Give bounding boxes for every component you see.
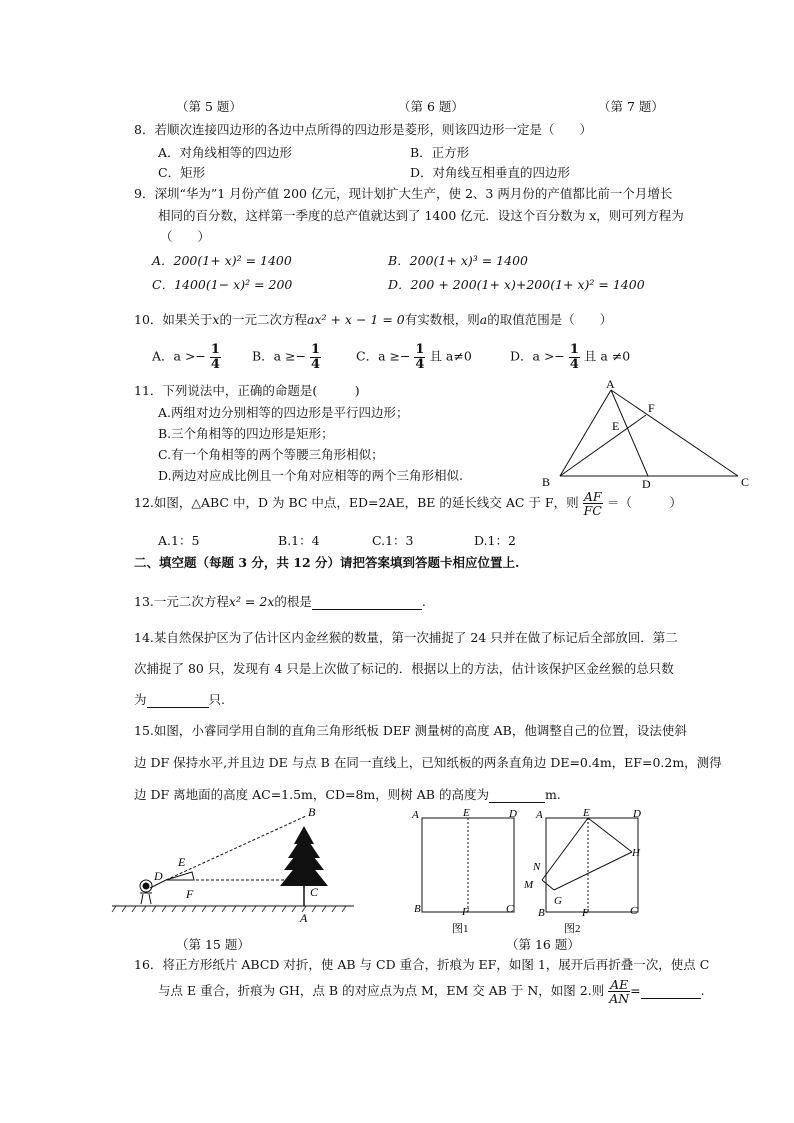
- q12-triangle-figure: [536, 380, 762, 488]
- figure-2-caption: 图2: [564, 923, 581, 934]
- q13-answer-blank[interactable]: [312, 595, 422, 610]
- label-e: E: [583, 807, 590, 819]
- label-h: H: [632, 847, 640, 859]
- frac-numerator: AF: [583, 489, 602, 504]
- frac-denominator: 4: [569, 356, 579, 372]
- q10-mid1: 的一元二次方程: [219, 312, 307, 327]
- frac-denominator: FC: [583, 503, 602, 519]
- q14-line3: [134, 693, 225, 708]
- q14-line2: 次捕捉了 80 只，发现有 4 只是上次做了标记的．根据以上的方法，估计该保护区金丝猴的总只数: [134, 661, 674, 676]
- q14-line3-pre: 为: [134, 692, 147, 707]
- q12-stem: [134, 490, 682, 517]
- label-a: A: [412, 809, 419, 821]
- q13-end: .: [421, 594, 426, 609]
- label-e: E: [612, 419, 620, 433]
- figure-1-caption: 图1: [452, 923, 469, 934]
- q16-line2-pre: 与点 E 重合，折痕为 GH，点 B 的对应点为点 M，EM 交 AB 于 N，如图 2.则: [158, 983, 605, 999]
- q11-option-b: B.三个角相等的四边形是矩形；: [158, 426, 334, 441]
- q10-a: a: [479, 312, 488, 327]
- q8-stem: 8．若顺次连接四边形的各边中点所得的四边形是菱形，则该四边形一定是（ ）: [134, 122, 592, 137]
- q11-option-d: D.两边对应成比例且一个角对应相等的两个三角形相似.: [158, 468, 464, 483]
- q16-figure-2: [522, 806, 648, 934]
- q16-line2: 与点 E 重合，折痕为 GH，点 B 的对应点为点 M，EM 交 AB 于 N，如图 2.则 $\frac{AE}{AN}$ = .: [158, 977, 705, 1007]
- q10-x: x: [212, 312, 220, 327]
- label-m: M: [524, 879, 534, 891]
- q8-option-d: D．对角线互相垂直的四边形: [410, 165, 571, 180]
- label-f: F: [462, 906, 469, 918]
- frac-numerator: 1: [210, 342, 220, 357]
- label-a: A: [606, 380, 615, 391]
- label-d: D: [154, 869, 163, 883]
- q10-option-d-tail: 且 a ≠0: [583, 348, 631, 364]
- q10-pre: 10．如果关于: [134, 312, 213, 327]
- q14-line3-post: 只.: [208, 692, 225, 707]
- q16-line2-post: =: [630, 983, 641, 999]
- label-b: B: [414, 903, 421, 915]
- tree-icon: [280, 826, 328, 886]
- q9-option-c: C．1400(1− x)² = 200: [152, 277, 293, 292]
- label-c: C: [310, 885, 319, 899]
- label-d: D: [633, 808, 641, 820]
- q14-answer-blank[interactable]: [147, 693, 209, 708]
- q8-option-a: A．对角线相等的四边形: [158, 145, 293, 160]
- caption-q16: （第 16 题）: [506, 937, 580, 952]
- q16-line1: 16．将正方形纸片 ABCD 对折，使 AB 与 CD 重合，折痕为 EF，如图 1，展开后再折叠一次，使点 C: [134, 957, 710, 972]
- q8-option-b: B．正方形: [410, 145, 470, 160]
- q9-paren: （ ）: [160, 229, 211, 244]
- q10-option-c: [356, 343, 472, 371]
- q9-option-b: B．200(1+ x)³ = 1400: [388, 253, 528, 268]
- frac-denominator: 4: [415, 356, 425, 372]
- segment-em: [542, 818, 588, 880]
- q10-option-d-label: D．a >−: [510, 348, 565, 364]
- label-b: B: [538, 907, 545, 919]
- q13-pre: 13.一元二次方程: [134, 594, 229, 609]
- label-c: C: [630, 905, 638, 917]
- q10-option-b: [252, 343, 321, 371]
- q9-line1: 9．深圳“华为”1 月份产值 200 亿元，现计划扩大生产，使 2、3 两月份的产值都比前一个月增长: [134, 186, 673, 201]
- q13-equation: x² = 2x: [228, 594, 275, 609]
- section-heading: 二、填空题（每题 3 分，共 12 分）请把答案填到答题卡相应位置上.: [134, 555, 520, 570]
- label-g: G: [554, 895, 562, 907]
- label-c: C: [506, 903, 514, 915]
- q11-option-c: C.有一个角相等的两个等腰三角形相似；: [158, 447, 384, 462]
- q10-option-d: [510, 343, 630, 371]
- segment-mg: [542, 880, 554, 890]
- q10-option-c-label: C．a ≥−: [356, 348, 411, 364]
- q12-option-b: B.1：4: [278, 533, 320, 548]
- label-e: E: [178, 855, 186, 869]
- q12-paren: ＝（ ）: [606, 495, 682, 511]
- segment-gh: [554, 852, 632, 890]
- label-f: F: [186, 887, 194, 901]
- frac-numerator: 1: [311, 342, 321, 357]
- q9-option-d: D．200 + 200(1+ x)+200(1+ x)² = 1400: [388, 277, 645, 292]
- q10-equation: ax² + x − 1 = 0: [306, 312, 405, 327]
- label-d: D: [642, 477, 651, 488]
- segment-bf: [560, 415, 646, 476]
- label-f: F: [648, 401, 655, 415]
- q9-line2: 相同的百分数，这样第一季度的总产值就达到了 1400 亿元．设这个百分数为 x，则可列方程为: [158, 208, 684, 223]
- frac-denominator: 4: [311, 356, 321, 372]
- label-a: A: [300, 911, 308, 925]
- q16-answer-blank[interactable]: [641, 984, 701, 999]
- label-c: C: [741, 475, 750, 488]
- q13: [134, 595, 426, 610]
- q13-post: 的根是: [274, 594, 312, 609]
- frac-denominator: AN: [609, 991, 630, 1007]
- q11-stem: 11．下列说法中，正确的命题是( ): [134, 383, 360, 398]
- label-e: E: [463, 807, 470, 819]
- label-a: A: [536, 809, 543, 821]
- caption-q6: （第 6 题）: [398, 99, 464, 114]
- label-n: N: [533, 861, 541, 873]
- caption-q15: （第 15 题）: [176, 937, 250, 952]
- label-d: D: [509, 808, 517, 820]
- frac-numerator: 1: [569, 342, 579, 357]
- ground-hatching: [112, 906, 346, 912]
- q10-option-a-label: A．a >−: [152, 348, 206, 364]
- square-abcd: [422, 818, 514, 912]
- q15-line3-pre: 边 DF 离地面的高度 AC=1.5m，CD=8m，则树 AB 的高度为: [134, 787, 489, 802]
- segment-eh: [588, 818, 632, 852]
- q10-mid2: 有实数根，则: [404, 312, 480, 327]
- q15-line3-post: m.: [544, 787, 561, 802]
- q11-option-a: A.两组对边分别相等的四边形是平行四边形；: [158, 405, 409, 420]
- q8-option-c: C．矩形: [158, 165, 206, 180]
- q15-answer-blank[interactable]: [489, 788, 545, 803]
- q15-line1: 15.如图，小睿同学用自制的直角三角形纸板 DEF 测量树的高度 AB，他调整自己的位置，设法使斜: [134, 723, 687, 738]
- segment-ac: [611, 390, 738, 476]
- q15-line3: [134, 788, 561, 803]
- person-icon: [140, 880, 166, 904]
- q10-post: 的取值范围是（ ）: [487, 312, 613, 327]
- sight-line-db: [166, 816, 306, 880]
- label-b: B: [542, 475, 551, 488]
- q12-option-c: C.1：3: [372, 533, 414, 548]
- frac-denominator: 4: [210, 356, 220, 372]
- q12-option-d: D.1：2: [474, 533, 516, 548]
- caption-q7: （第 7 题）: [598, 99, 664, 114]
- frac-numerator: 1: [415, 342, 425, 357]
- q16-figure-1: [408, 806, 526, 934]
- q15-tree-figure: [110, 806, 356, 930]
- q12-stem-text: 12.如图，△ABC 中，D 为 BC 中点，ED=2AE，BE 的延长线交 AC 于 F，则: [134, 495, 579, 511]
- caption-q5: （第 5 题）: [176, 99, 242, 114]
- q10-option-c-tail: 且 a≠0: [429, 348, 472, 364]
- q10-stem: [134, 313, 612, 327]
- q10-option-b-label: B．a ≥−: [252, 348, 307, 364]
- q9-option-a: A．200(1+ x)² = 1400: [152, 253, 292, 268]
- label-b: B: [308, 806, 316, 819]
- q12-option-a: A.1：5: [158, 533, 200, 548]
- frac-numerator: AE: [610, 977, 629, 992]
- segment-ab: [560, 390, 611, 476]
- q10-option-a: [152, 343, 221, 371]
- q15-line2: 边 DF 保持水平,并且边 DE 与点 B 在同一直线上，已知纸板的两条直角边 DE=0.4m，EF=0.2m，测得: [134, 755, 722, 770]
- q14-line1: 14.某自然保护区为了估计区内金丝猴的数量，第一次捕捉了 24 只并在做了标记后全部放回．第二: [134, 630, 678, 645]
- label-f: F: [582, 907, 589, 919]
